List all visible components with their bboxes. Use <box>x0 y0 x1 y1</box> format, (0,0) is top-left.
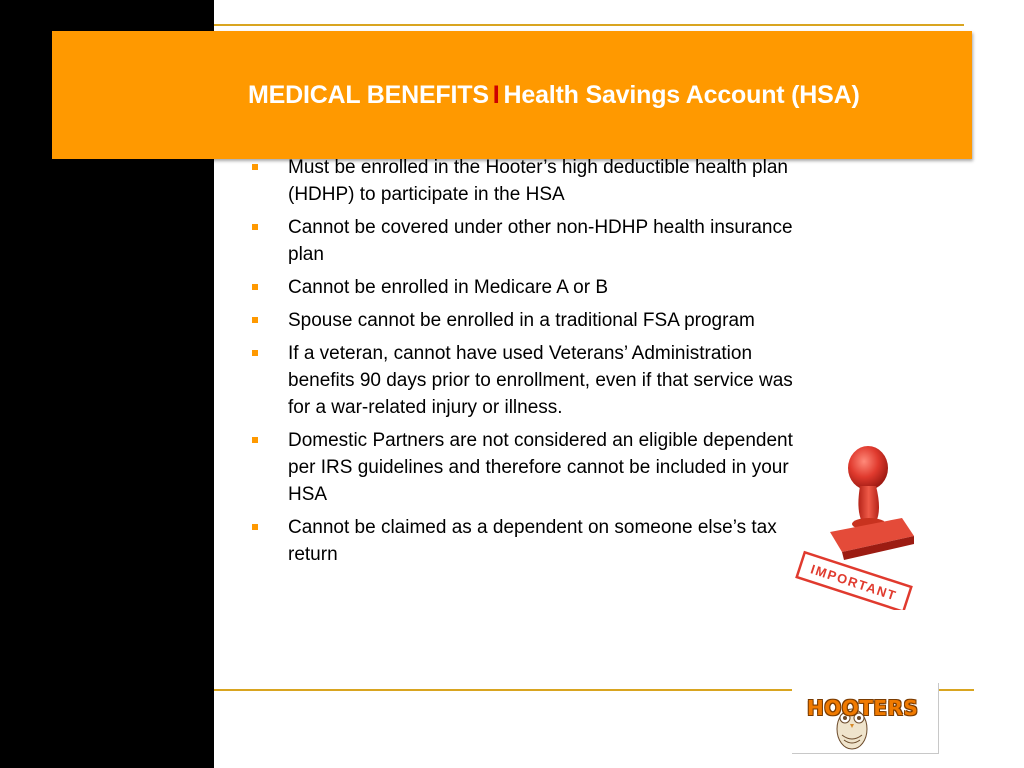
company-logo <box>792 683 939 754</box>
square-bullet-icon <box>252 437 258 443</box>
square-bullet-icon <box>252 317 258 323</box>
square-bullet-icon <box>252 284 258 290</box>
square-bullet-icon <box>252 224 258 230</box>
eligibility-bullet-list <box>250 154 810 624</box>
bullet-text: Domestic Partners are not considered an eligible dependent per IRS guidelines and therefore cannot be included in your HSA <box>288 430 793 505</box>
bullet-text: If a veteran, cannot have used Veterans’ Administration benefits 90 days prior to enrollment, even if that service was for a war-related injury or illness. <box>288 343 793 418</box>
list-item <box>250 154 810 208</box>
stamp-knob <box>848 446 888 490</box>
stamp-handle <box>858 486 879 522</box>
stamp-label: IMPORTANT <box>808 561 899 604</box>
rubber-stamp-icon <box>790 440 920 610</box>
top-divider-line <box>214 24 964 26</box>
list-item <box>250 274 810 301</box>
bullet-text: Cannot be covered under other non-HDHP health insurance plan <box>288 217 793 265</box>
title-subtitle: Health Savings Account (HSA) <box>503 81 860 109</box>
list-item <box>250 307 810 334</box>
bullet-text: Cannot be claimed as a dependent on someone else’s tax return <box>288 517 777 565</box>
bullet-text: Cannot be enrolled in Medicare A or B <box>288 277 609 298</box>
title-separator: I <box>492 81 500 109</box>
bullet-text: Spouse cannot be enrolled in a traditional FSA program <box>288 310 755 331</box>
square-bullet-icon <box>252 164 258 170</box>
bullet-text: Must be enrolled in the Hooter’s high deductible health plan (HDHP) to participate in the HSA <box>288 157 788 205</box>
list-item <box>250 214 810 268</box>
list-item <box>250 427 810 508</box>
stamp-imprint <box>797 552 912 610</box>
logo-wordmark: HOOTERS <box>807 696 919 720</box>
square-bullet-icon <box>252 350 258 356</box>
square-bullet-icon <box>252 524 258 530</box>
list-item <box>250 340 810 421</box>
list-item <box>250 514 810 568</box>
title-main: MEDICAL BENEFITS <box>248 81 489 109</box>
slide-title <box>248 81 860 110</box>
